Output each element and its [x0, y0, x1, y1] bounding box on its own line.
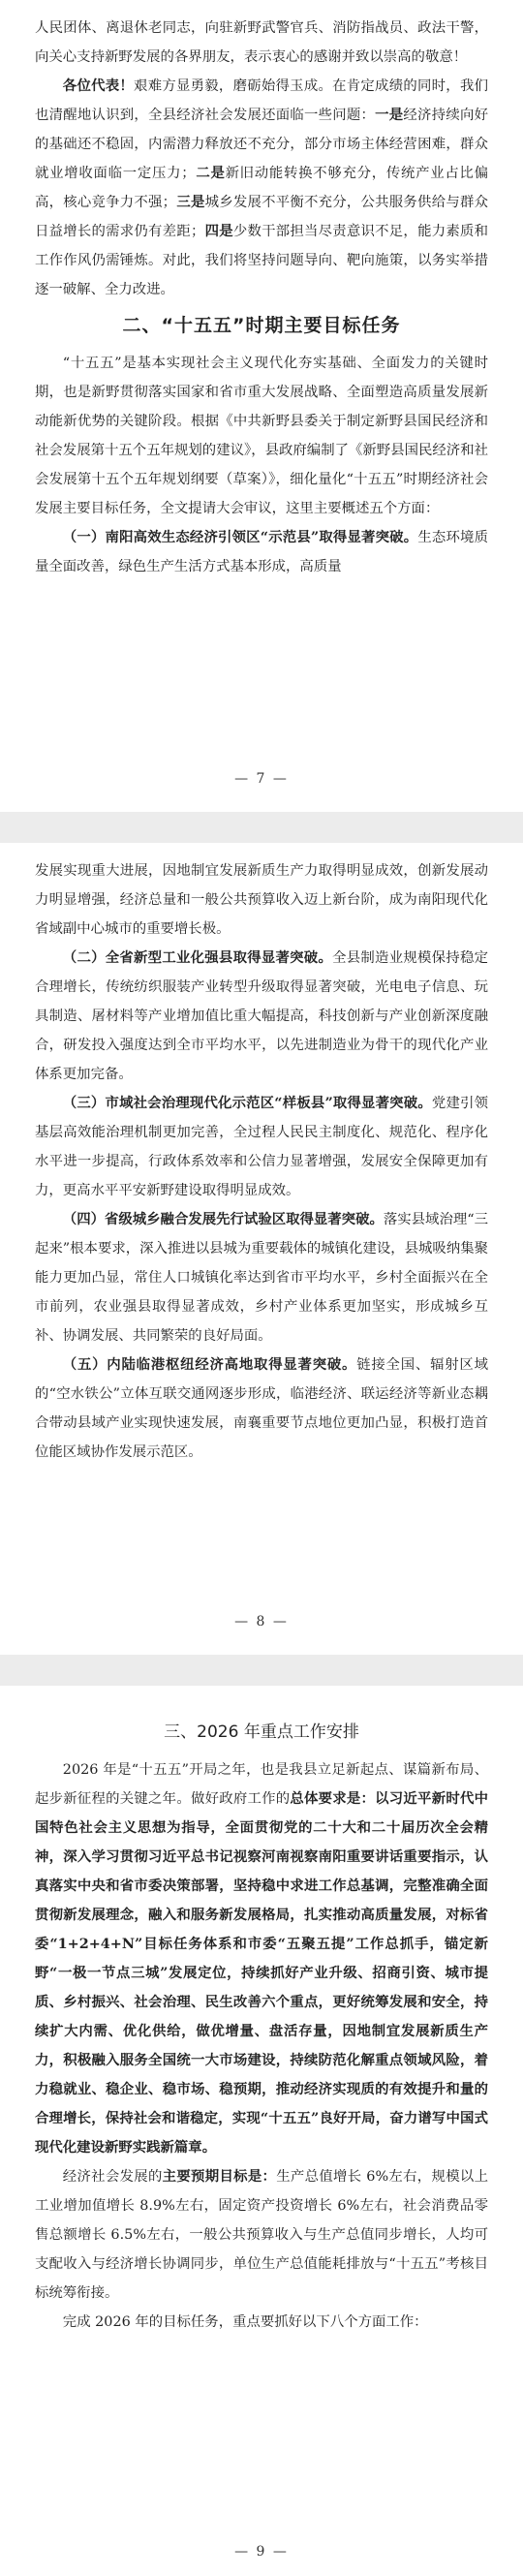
section-heading-3: 三、2026 年重点工作安排	[164, 1723, 359, 1742]
task-3-heading: （三）市域社会治理现代化示范区“样板县”取得显著突破。	[62, 1095, 432, 1111]
task-5-text: 链接全国、辐射区域的“空水铁公”立体互联交通网逐步形成，临港经济、联运经济等新业态耦合带动县域产业实现快速发展，南襄重要节点地位更加凸显，积极打造首位能区域协作发展示范区。	[35, 1357, 488, 1460]
task-1-text: 生态环境质量全面改善，绿色生产生活方式基本形成，高质量	[35, 530, 488, 574]
document-page-8	[0, 843, 523, 1655]
page-number: — 9 —	[234, 2544, 289, 2560]
task-1-heading: （一）南阳高效生态经济引领区“示范县”取得显著突破。	[62, 529, 418, 545]
paragraph-task-3	[35, 1089, 488, 1205]
reps-point-3: 三是	[176, 194, 205, 210]
page-number: — 8 —	[234, 1614, 289, 1629]
reps-point-4: 四是	[204, 223, 233, 239]
task-4-text: 落实县域治理“三起来”根本要求，深入推进以县城为重要载体的城镇化建设，县城吸纳集聚能力更加凸显，常住人口城镇化率达到省市平均水平，乡村全面振兴在全市前列，农业强县取得显著成效，乡村产业体系更加坚实，形成城乡互补、协调发展、共同繁荣的良好局面。	[35, 1212, 488, 1344]
reps-point-1-text: 经济持续向好的基础还不稳固，内需潜力释放还不充分，部分市场主体经营困难，群众就业增收面临一定压力；	[35, 108, 488, 181]
paragraph-task-1	[35, 523, 488, 581]
targets-intro: 经济社会发展的	[62, 2169, 163, 2185]
task-2-text: 全县制造业规模保持稳定合理增长，传统纺织服装产业转型升级取得显著突破，光电电子信息、玩具制造、屠材料等产业增加值比重大幅提高，科技创新与产业创新深度融合，研发投入强度达到全市平均水平，以先进制造业为骨干的现代化产业体系更加完备。	[35, 950, 488, 1082]
paragraph-goal: “十五五”是基本实现社会主义现代化夯实基础、全面发力的关键时期，也是新野贯彻落实国家和省市重大发展战略、全面塑造高质量发展新动能新优势的关键阶段。根据《中共新野县委关于制定新野县国民经济和社会发展第十五个五年规划的建议》，县政府编制了《新野县国民经济和社会发展第十五个五年规划纲要（草案）》，细化量化“十五五”时期经济社会发展主要目标任务，全文提请大会审议，这里主要概述五个方面：	[35, 356, 488, 516]
paragraph-final: 完成 2026 年的目标任务，重点要抓好以下八个方面工作：	[62, 2314, 428, 2330]
paragraph-task-4	[35, 1205, 488, 1350]
paragraph-task-5	[35, 1350, 488, 1467]
reps-point-2-text: 新旧动能转换不够充分，传统产业占比偏高，核心竞争力不强；	[35, 166, 488, 210]
reps-lead: 各位代表！	[62, 78, 135, 94]
task-4-heading: （四）省级城乡融合发展先行试验区取得显著突破。	[62, 1211, 384, 1227]
paragraph-reps	[35, 72, 488, 304]
paragraph-continued: 发展实现重大进展，因地制宜发展新质生产力取得明显成效，创新发展动力明显增强，经济总量和一般公共预算收入迈上新台阶，成为南阳现代化省域副中心城市的重要增长极。	[35, 863, 488, 937]
document-page-7	[0, 0, 523, 812]
section-heading-2: 二、“十五五”时期主要目标任务	[122, 315, 401, 336]
reps-rest: 艰难方显勇毅，磨砺始得玉成。在肯定成绩的同时，我们也清醒地认识到，全县经济社会发展还面临一些问题：	[35, 78, 488, 123]
task-3-text: 党建引领基层高效能治理机制更加完善，全过程人民民主制度化、规范化、程序化水平进一步提高，行政体系效率和公信力显著增强，发展安全保障更加有力，更高水平平安新野建设取得明显成效。	[35, 1096, 488, 1198]
reps-point-2: 二是	[195, 165, 226, 181]
task-2-heading: （二）全省新型工业化强县取得显著突破。	[62, 949, 333, 966]
paragraph-targets	[35, 2162, 488, 2308]
reps-point-4-text: 少数干部担当尽责意识不足，能力素质和工作作风仍需锤炼。对此，我们将坚持问题导向、靶向施策，以务实举措逐一破解、全力改进。	[35, 224, 488, 297]
reps-point-1: 一是	[375, 107, 404, 123]
task-5-heading: （五）内陆临港枢纽经济高地取得显著突破。	[62, 1356, 357, 1373]
paragraph-requirements	[35, 1755, 488, 2162]
requirements-intro: 2026 年是“十五五”开局之年，也是我县立足新起点、谋篇新布局、起步新征程的关键之年。做好政府工作的	[35, 1762, 488, 1807]
document-page-9	[0, 1686, 523, 2576]
paragraph-intro: 人民团体、离退休老同志，向驻新野武警官兵、消防指战员、政法干警，向关心支持新野发展的各界朋友，表示衷心的感谢并致以崇高的敬意！	[35, 20, 488, 65]
reps-point-3-text: 城乡发展不平衡不充分，公共服务供给与群众日益增长的需求仍有差距；	[35, 195, 488, 239]
targets-heading: 主要预期目标是：	[162, 2168, 277, 2185]
paragraph-task-2	[35, 944, 488, 1089]
requirements-body: 总体要求是：以习近平新时代中国特色社会主义思想为指导，全面贯彻党的二十大和二十届历次全会精神，深入学习贯彻习近平总书记视察河南视察南阳重要讲话重要指示，认真落实中央和省市委决策部署，坚持稳中求进工作总基调，完整准确全面贯彻新发展理念，融入和服务新发展格局，扎实推动高质量发展，对标省委“1+2+4+N”目标任务体系和市委“五聚五提”工作总抓手，锚定新野“一极一节点三城”发展定位，持续抓好产业升级、招商引资、城市提质、乡村振兴、社会治理、民生改善六个重点，更好统筹发展和安全，持续扩大内需、优化供给，做优增量、盘活存量，因地制宜发展新质生产力，积极融入服务全国统一大市场建设，持续防范化解重点领域风险，着力稳就业、稳企业、稳市场、稳预期，推动经济实现质的有效提升和量的合理增长，保持社会和谐稳定，实现“十五五”良好开局，奋力谱写中国式现代化建设新野实践新篇章。	[35, 1790, 488, 2156]
page-number: — 7 —	[234, 771, 289, 787]
targets-text: 生产总值增长 6%左右，规模以上工业增加值增长 8.9%左右，固定资产投资增长 6%左右，社会消费品零售总额增长 6.5%左右，一般公共预算收入与生产总值同步增长，人均可支配收入与经济增长协调同步，单位生产总值能耗排放与“十五五”考核目标统筹衔接。	[35, 2169, 488, 2301]
